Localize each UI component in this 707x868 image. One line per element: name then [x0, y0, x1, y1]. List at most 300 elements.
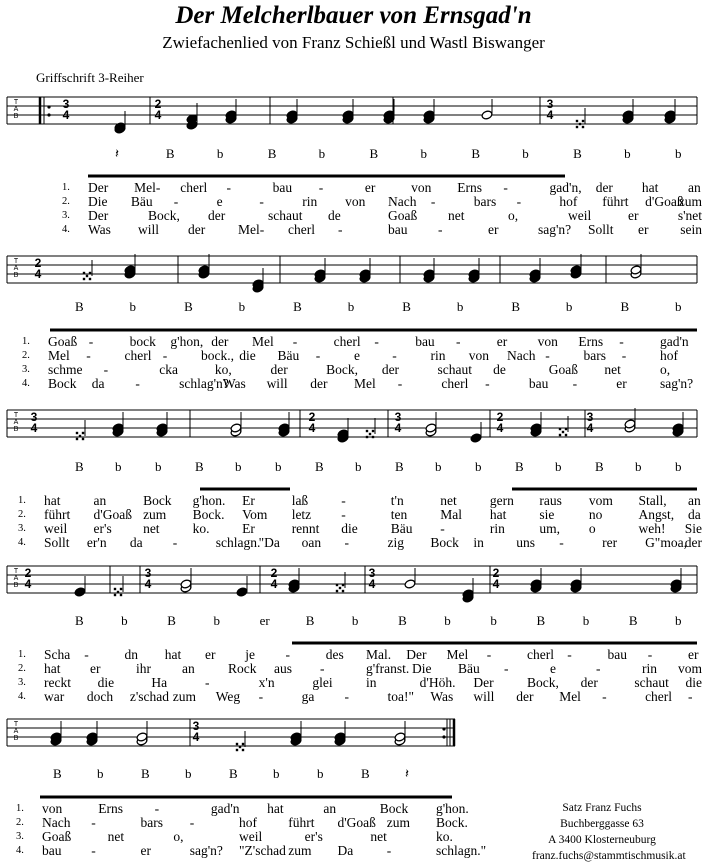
lyric-syllable: Bock, [148, 208, 180, 223]
lyric-syllable: reckt [44, 675, 71, 690]
lyric-syllable: - [173, 194, 179, 209]
lyric-syllable: - [503, 180, 508, 195]
bass-letter: b [235, 459, 242, 474]
lyric-syllable: uns [516, 535, 536, 550]
bass-letter: B [75, 299, 84, 314]
lyric-syllable: cka [159, 362, 178, 377]
lyric-syllable: er [688, 647, 699, 662]
lyric-syllable: schlagn. [215, 535, 261, 550]
lyric-syllable: - [285, 647, 290, 662]
lyric-syllable: Bäu [390, 521, 413, 536]
lyric-syllable: ga [301, 689, 315, 704]
lyric-syllable: dn [124, 647, 138, 662]
lyric-syllable: - [344, 689, 350, 704]
lyric-syllable: zum [386, 815, 410, 830]
lyric-syllable: Was [88, 222, 111, 237]
lyric-syllable: cherl [124, 348, 152, 363]
time-signature-digit: 2 [24, 566, 32, 580]
bass-letter: B [229, 766, 238, 781]
bass-letter: B [267, 146, 277, 161]
tab-letter: T [13, 721, 19, 728]
lyric-syllable: - [386, 843, 392, 858]
bass-letter: B [165, 146, 175, 161]
lyric-syllable: ihr [136, 661, 151, 676]
lyric-syllable: Sollt [588, 222, 614, 237]
lyric-syllable: Der [406, 647, 427, 662]
time-signature-digit: 4 [34, 267, 42, 281]
lyric-syllable: die [97, 675, 115, 690]
lyric-syllable: er [364, 180, 376, 195]
lyric-syllable: sag'n? [660, 376, 694, 391]
lyric-syllable: an [688, 180, 701, 195]
bass-letter: b [97, 766, 104, 781]
lyric-syllable: g'hon. [192, 493, 226, 508]
lyric-syllable: der [208, 208, 226, 223]
bass-letter: b [582, 613, 590, 628]
lyric-syllable: Vom [242, 507, 268, 522]
lyric-syllable: Mel- [238, 222, 265, 237]
lyric-syllable: Erns [98, 801, 124, 816]
lyric-syllable: net [370, 829, 387, 844]
time-signature-digit: 3 [586, 410, 594, 424]
bass-letter: B [536, 613, 546, 628]
lyric-syllable: zig [387, 535, 404, 550]
lyric-syllable: der [381, 362, 400, 377]
lyric-syllable: net [143, 521, 160, 536]
bass-letter: b [675, 613, 682, 628]
lyric-syllable: hof [239, 815, 257, 830]
bass-letter: b [275, 459, 282, 474]
lyric-syllable: - [596, 661, 601, 676]
time-signature-digit: 3 [368, 566, 376, 580]
verse-number: 4. [16, 845, 24, 856]
lyric-syllable: - [374, 334, 379, 349]
lyric-syllable: bock [129, 334, 156, 349]
bass-letter: b [555, 459, 562, 474]
time-signature-digit: 3 [394, 410, 402, 424]
repeat-dot [442, 735, 445, 738]
repeat-dot [442, 727, 445, 730]
lyric-syllable: Goaß [42, 829, 72, 844]
lyric-syllable: bock., [201, 348, 234, 363]
lyric-syllable: führt [44, 507, 71, 522]
bass-letter: B [595, 459, 604, 474]
lyric-syllable: rin [489, 521, 505, 536]
lyric-syllable: - [103, 362, 109, 377]
bass-letter: B [141, 766, 150, 781]
lyric-syllable: er [140, 843, 151, 858]
lyric-syllable: - [189, 815, 195, 830]
lyric-syllable: Der [88, 208, 109, 223]
time-signature-digit: 4 [546, 108, 554, 122]
lyric-syllable: er'n [86, 535, 107, 550]
time-signature-digit: 2 [270, 566, 278, 580]
bass-letter: b [420, 146, 427, 161]
lyric-syllable: Bock [430, 535, 459, 550]
lyric-syllable: vom [588, 493, 613, 508]
lyric-syllable: bau [388, 222, 408, 237]
time-signature-digit: 2 [492, 566, 500, 580]
time-signature-digit: 2 [308, 410, 316, 424]
lyric-syllable: der [580, 675, 598, 690]
tab-letter: A [13, 419, 19, 426]
lyric-syllable: Bock. [192, 507, 225, 522]
verse-number: 1. [18, 495, 26, 506]
lyric-syllable: cherl [527, 647, 554, 662]
bass-letter: B [398, 613, 407, 628]
credit-line: Satz Franz Fuchs [562, 802, 642, 814]
lyric-syllable: Die [88, 194, 108, 209]
lyric-syllable: o, [508, 208, 519, 223]
lyric-syllable: führt [288, 815, 315, 830]
lyric-syllable: - [88, 334, 94, 349]
lyric-syllable: rennt [291, 521, 320, 536]
lyric-syllable: bau [42, 843, 62, 858]
lyric-syllable: doch [86, 689, 114, 704]
lyric-syllable: Die [412, 661, 432, 676]
tab-letter: A [13, 265, 19, 272]
bass-letter: B [511, 299, 521, 314]
verse-number: 4. [62, 224, 70, 235]
lyric-syllable: die [685, 675, 702, 690]
lyric-syllable: "Z'schad [239, 843, 286, 858]
song-subtitle: Zwiefachenlied von Franz Schießl und Wastl Biswanger [162, 33, 545, 52]
lyric-syllable: er [496, 334, 508, 349]
lyric-syllable: hat [267, 801, 284, 816]
lyric-syllable: - [172, 535, 178, 550]
lyric-syllable: - [621, 348, 627, 363]
lyric-syllable: hat [641, 180, 659, 195]
tab-letter: B [13, 426, 19, 433]
bass-letter: B [628, 613, 638, 628]
lyric-syllable: Mal. [366, 647, 392, 662]
lyric-syllable: glei [312, 675, 333, 690]
bass-letter: B [515, 459, 524, 474]
credit-line: franz.fuchs@stammtischmusik.at [532, 850, 686, 862]
lyric-syllable: Bäu [458, 661, 480, 676]
verse-number: 1. [22, 336, 30, 347]
lyric-syllable: Sie [684, 521, 702, 536]
lyric-syllable: sag'n? [189, 843, 223, 858]
lyric-syllable: Bäu [130, 194, 153, 209]
lyric-syllable: bau [528, 376, 549, 391]
lyric-syllable: von [345, 194, 366, 209]
lyric-syllable: er [205, 647, 216, 662]
lyric-syllable: - [440, 521, 445, 536]
lyric-syllable: rer [602, 535, 618, 550]
time-signature-digit: 3 [546, 97, 554, 111]
lyric-syllable: ten [390, 507, 408, 522]
lyric-syllable: Mel [446, 647, 469, 662]
lyric-syllable: g'hon. [436, 801, 469, 816]
lyric-syllable: die [239, 348, 256, 363]
bass-letter: b [216, 146, 224, 161]
lyric-syllable: cherl [333, 334, 361, 349]
lyric-syllable: - [688, 689, 693, 704]
verse-number: 2. [22, 350, 30, 361]
lyric-syllable: - [258, 689, 264, 704]
lyric-syllable: d'Goaß [337, 815, 376, 830]
lyric-syllable: o [588, 521, 596, 536]
lyric-syllable: war [44, 689, 65, 704]
time-signature-digit: 3 [62, 97, 70, 111]
tab-letter: B [13, 113, 19, 120]
lyric-syllable: Was [222, 376, 246, 391]
lyric-syllable: - [397, 376, 403, 391]
lyric-syllable: - [545, 348, 550, 363]
lyric-syllable: Mel [252, 334, 274, 349]
lyric-syllable: schlag'n? [179, 376, 229, 391]
bass-letter: 𝄽 [405, 766, 409, 781]
bass-letter: b [490, 613, 497, 628]
lyric-syllable: der [595, 180, 613, 195]
tab-letter: A [13, 728, 19, 735]
lyric-syllable: Weg [215, 689, 241, 704]
lyric-syllable: gad'n [210, 801, 240, 816]
lyric-syllable: - [392, 348, 397, 363]
time-signature-digit: 4 [62, 108, 70, 122]
lyric-syllable: laß [291, 493, 309, 508]
lyric-syllable: - [559, 535, 564, 550]
lyric-syllable: - [619, 334, 624, 349]
lyric-syllable: letz [291, 507, 312, 522]
lyric-syllable: - [338, 222, 343, 237]
lyric-syllable: cherl [288, 222, 315, 237]
verse-number: 2. [16, 817, 24, 828]
verse-number: 2. [18, 509, 26, 520]
lyric-syllable: will [473, 689, 495, 704]
lyric-syllable: will [138, 222, 160, 237]
lyric-syllable: hat [44, 661, 61, 676]
lyric-syllable: Bäu [277, 348, 300, 363]
lyric-syllable: cherl [180, 180, 208, 195]
lyric-syllable: aus [274, 661, 292, 676]
bass-letter: b [213, 613, 220, 628]
cross-note [236, 731, 245, 751]
bass-letter: B [305, 613, 315, 628]
bass-letter: B [184, 299, 193, 314]
bass-letter: b [675, 146, 682, 161]
lyric-syllable: o, [173, 829, 184, 844]
bass-letter: b [565, 299, 573, 314]
bass-letter: b [273, 766, 280, 781]
time-signature-digit: 4 [154, 108, 162, 122]
lyric-syllable: Goaß [48, 334, 78, 349]
lyric-syllable: toa!" [387, 689, 414, 704]
lyric-syllable: zum [678, 194, 702, 209]
lyric-syllable: er [616, 376, 627, 391]
lyric-syllable: - [602, 689, 607, 704]
lyric-syllable: - [205, 675, 210, 690]
lyric-syllable: schme [48, 362, 83, 377]
lyric-syllable: führt [602, 194, 629, 209]
lyric-syllable: Nach [42, 815, 71, 830]
lyric-syllable: vom [677, 661, 702, 676]
lyric-syllable: d'Goaß [93, 507, 132, 522]
lyric-syllable: "Da [258, 535, 280, 550]
bass-letter: b [121, 613, 128, 628]
lyric-syllable: von [537, 334, 558, 349]
lyric-syllable: - [315, 348, 321, 363]
lyric-syllable: Bock [143, 493, 172, 508]
bass-letter: b [624, 146, 631, 161]
tab-letter: T [13, 412, 19, 419]
lyric-syllable: - [226, 180, 231, 195]
lyric-syllable: an [688, 493, 701, 508]
lyric-syllable: - [504, 661, 509, 676]
time-signature-digit: 4 [496, 421, 504, 435]
lyric-syllable: Bock. [436, 815, 468, 830]
bass-letter: B [402, 299, 411, 314]
bass-letter: B [293, 299, 302, 314]
tab-letter: B [13, 735, 19, 742]
time-signature-digit: 4 [192, 730, 200, 744]
lyric-syllable: zum [172, 689, 197, 704]
lyric-syllable: in [473, 535, 484, 550]
time-signature-digit: 4 [394, 421, 402, 435]
lyric-syllable: - [292, 334, 298, 349]
lyric-syllable: zum [288, 843, 312, 858]
bass-letter: B [620, 299, 630, 314]
bass-letter: B [573, 146, 582, 161]
lyric-syllable: - [341, 507, 346, 522]
lyric-syllable: Ha [151, 675, 168, 690]
lyric-syllable: - [438, 222, 443, 237]
lyric-syllable: - [344, 535, 350, 550]
lyric-syllable: Da [337, 843, 354, 858]
lyric-syllable: bau [607, 647, 627, 662]
lyric-syllable: d'Höh. [419, 675, 456, 690]
verse-number: 4. [18, 691, 26, 702]
lyric-syllable: Mal [440, 507, 463, 522]
lyric-syllable: ko, [214, 362, 232, 377]
lyric-syllable: Rock [228, 661, 257, 676]
bass-letter: b [318, 146, 326, 161]
lyric-syllable: er's [304, 829, 323, 844]
tab-letter: T [13, 568, 19, 575]
lyric-syllable: oan [301, 535, 322, 550]
lyric-syllable: bars [583, 348, 606, 363]
lyric-syllable: e [216, 194, 223, 209]
time-signature-digit: 3 [144, 566, 152, 580]
lyric-syllable: Nach [388, 194, 417, 209]
tab-letter: B [13, 272, 19, 279]
lyric-syllable: hof [559, 194, 578, 209]
lyric-syllable: Nach [507, 348, 536, 363]
lyric-syllable: sein [680, 222, 702, 237]
bass-letter: b [155, 459, 162, 474]
bass-letter: b [675, 299, 682, 314]
lyric-syllable: Stall, [638, 493, 667, 508]
lyric-syllable: der [684, 535, 702, 550]
lyric-syllable: da [688, 507, 701, 522]
lyric-syllable: Bock, [527, 675, 559, 690]
lyric-syllable: Goaß [388, 208, 418, 223]
bass-letter: b [115, 459, 122, 474]
bass-letter: b [522, 146, 529, 161]
verse-number: 2. [18, 663, 26, 674]
lyric-syllable: de [328, 208, 341, 223]
lyric-syllable: Mel [48, 348, 70, 363]
time-signature-digit: 4 [368, 577, 376, 591]
lyric-syllable: - [647, 647, 653, 662]
lyric-syllable: cherl [645, 689, 673, 704]
lyric-syllable: - [516, 194, 522, 209]
lyric-syllable: ko. [436, 829, 453, 844]
lyric-syllable: - [91, 843, 96, 858]
lyric-syllable: Bock [48, 376, 77, 391]
lyric-syllable: - [486, 647, 492, 662]
lyric-syllable: - [567, 647, 572, 662]
bass-letter: b [185, 766, 192, 781]
verse-number: 1. [62, 182, 70, 193]
lyric-syllable: weh! [638, 521, 666, 536]
time-signature-digit: 4 [586, 421, 594, 435]
lyric-syllable: weil [239, 829, 263, 844]
verse-number: 4. [22, 378, 30, 389]
tab-letter: B [13, 582, 19, 589]
lyric-syllable: - [84, 647, 89, 662]
bass-letter: b [129, 299, 137, 314]
lyric-syllable: schlagn." [436, 843, 487, 858]
lyric-syllable: - [135, 376, 140, 391]
lyric-syllable: an [182, 661, 195, 676]
verse-number: 3. [22, 364, 30, 375]
lyric-syllable: der [270, 362, 288, 377]
bass-letter: B [53, 766, 62, 781]
bass-letter: b [475, 459, 482, 474]
bass-letter: b [444, 613, 451, 628]
bass-letter: b [351, 613, 359, 628]
bass-letter: B [75, 613, 84, 628]
lyric-syllable: bau [415, 334, 435, 349]
lyric-syllable: will [266, 376, 288, 391]
lyric-syllable: gad'n, [549, 180, 582, 195]
lyric-syllable: Bock, [326, 362, 359, 377]
lyric-syllable: Der [473, 675, 494, 690]
lyric-syllable: z'schad [129, 689, 170, 704]
verse-number: 4. [18, 537, 26, 548]
lyric-syllable: Scha [44, 647, 71, 662]
lyric-syllable: hat [44, 493, 61, 508]
bass-letter: B [75, 459, 84, 474]
lyric-syllable: die [341, 521, 358, 536]
time-signature-digit: 3 [192, 719, 200, 733]
arranger-credit [532, 800, 686, 864]
lyric-syllable: Goaß [548, 362, 578, 377]
lyric-syllable: der [516, 689, 534, 704]
lyric-syllable: Angst, [638, 507, 675, 522]
lyric-syllable: net [604, 362, 621, 377]
lyric-syllable: - [485, 376, 490, 391]
verse-number: 3. [62, 210, 70, 221]
verse-number: 3. [18, 677, 26, 688]
bass-letter: B [167, 613, 176, 628]
bass-letter: b [355, 459, 362, 474]
bass-letter: b [347, 299, 355, 314]
verse-number: 3. [18, 523, 26, 534]
lyric-syllable: e [354, 348, 360, 363]
lyric-syllable: - [91, 815, 96, 830]
lyric-syllable: - [341, 493, 346, 508]
lyric-syllable: er [488, 222, 499, 237]
lyric-syllable: s'net [677, 208, 702, 223]
lyric-syllable: Bock [379, 801, 409, 816]
lyric-syllable: G"moa, [645, 535, 687, 550]
lyric-syllable: bars [140, 815, 163, 830]
lyric-syllable: von [42, 801, 63, 816]
lyric-syllable: Erns [578, 334, 604, 349]
